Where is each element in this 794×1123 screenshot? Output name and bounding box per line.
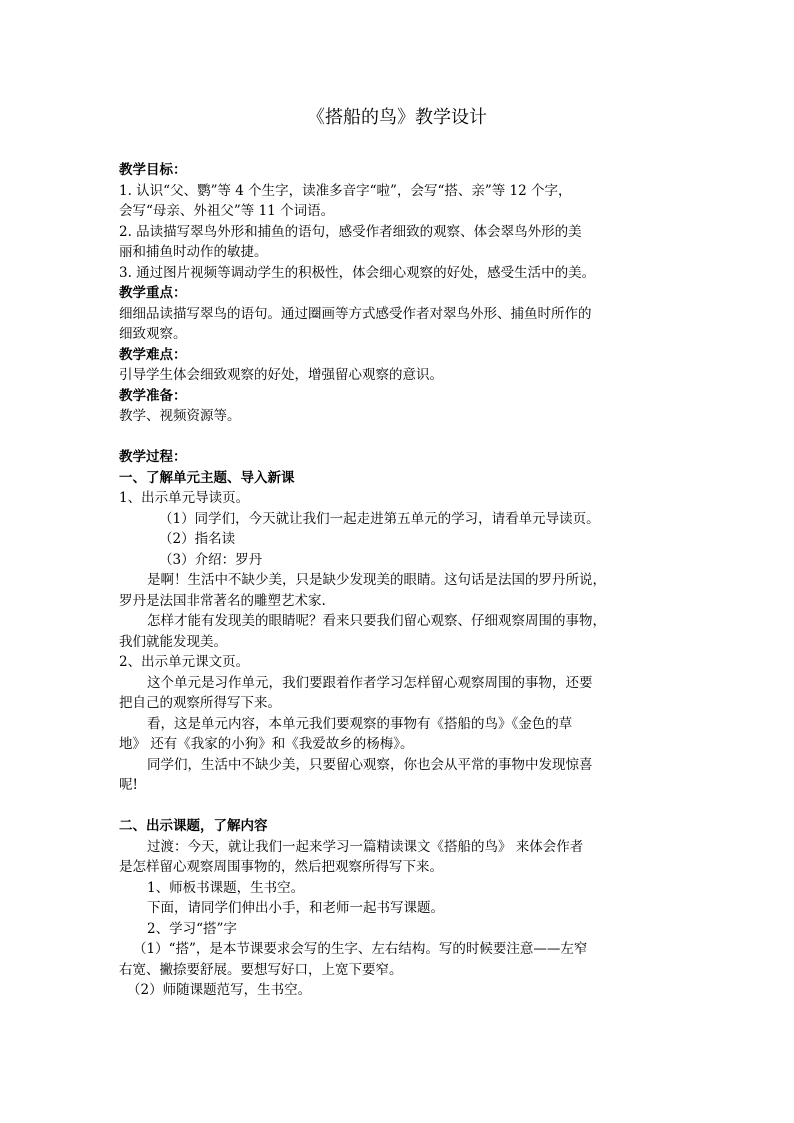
text-line: （1）“搭”，是本节课要求会写的生字、左右结构。写的时候要注意——左窄: [133, 941, 588, 957]
text-line: 同学们，生活中不缺少美，只要留心观察，你也会从平常的事物中发现惊喜: [147, 756, 593, 773]
text-line: 怎样才能有发现美的眼睛呢？看来只要我们留心观察、仔细观察周围的事物，: [147, 613, 606, 629]
text-line: 下面，请同学们伸出小手，和老师一起书写课题。: [147, 900, 444, 916]
section-heading: 教学重点：: [119, 285, 187, 301]
text-line: 教学、视频资源等。: [119, 408, 241, 424]
text-line: 罗丹是法国非常著名的雕塑艺术家.: [119, 592, 326, 609]
text-line: 是怎样留心观察周围事物的，然后把观察所得写下来。: [119, 859, 443, 875]
text-line: 右宽、撇捺要舒展。要想写好口，上宽下要窄。: [119, 961, 403, 978]
section-heading: 教学目标：: [119, 162, 187, 178]
text-line: （2）指名读: [159, 531, 236, 547]
text-line: （1）同学们，今天就让我们一起走进第五单元的学习，请看单元导读页。: [159, 510, 600, 527]
section-heading: 教学过程：: [119, 449, 187, 465]
text-line: 细致观察。: [119, 326, 187, 342]
text-line: 会写“母亲、外祖父”等 11 个词语。: [119, 203, 335, 219]
text-line: 1. 认识“父、鹦”等 4 个生字，读准多音字“啦”，会写“搭、亲”等 12 个字，: [119, 182, 572, 199]
blank-line: [119, 427, 684, 448]
document-body: [119, 160, 684, 1001]
text-line: 2、出示单元课文页。: [119, 654, 250, 670]
text-line: 丽和捕鱼时动作的敏捷。: [119, 244, 268, 260]
text-line: 把自己的观察所得写下来。: [119, 695, 281, 711]
text-line: 我们就能发现美。: [119, 633, 227, 650]
text-line: （2）师随课题范写，生书空。: [127, 982, 312, 998]
document-title: 《搭船的鸟》教学设计: [307, 107, 487, 128]
section-heading: 教学难点：: [119, 346, 187, 363]
text-line: 1、师板书课题，生书空。: [147, 879, 305, 896]
text-line: 1、出示单元导读页。: [119, 490, 250, 506]
text-line: （3）介绍：罗丹: [159, 551, 263, 568]
blank-line: [119, 796, 684, 817]
section-heading: 教学准备：: [119, 387, 187, 404]
section-heading: 一、了解单元主题、导入新课: [119, 469, 295, 486]
text-line: 引导学生体会细致观察的好处，增强留心观察的意识。: [119, 367, 443, 383]
text-line: 细细品读描写翠鸟的语句。通过圈画等方式感受作者对翠鸟外形、捕鱼时所作的: [119, 305, 592, 322]
text-line: 看，这是单元内容，本单元我们要观察的事物有《搭船的鸟》《金色的草: [147, 715, 573, 732]
text-line: 这个单元是习作单元，我们要跟着作者学习怎样留心观察周围的事物，还要: [147, 674, 593, 691]
text-line: 2. 品读描写翠鸟外形和捕鱼的语句，感受作者细致的观察、体会翠鸟外形的美: [119, 223, 582, 240]
section-heading: 二、出示课题，了解内容: [119, 818, 268, 834]
text-line: 地》 还有《我家的小狗》和《我爱故乡的杨梅》。: [119, 736, 414, 752]
text-line: 2、学习“搭”字: [147, 920, 237, 937]
text-line: 过渡：今天，就让我们一起来学习一篇精读课文《搭船的鸟》 来体会作者: [147, 838, 584, 855]
text-line: 3. 通过图片视频等调动学生的积极性，体会细心观察的好处，感受生活中的美。: [119, 264, 596, 281]
text-line: 是啊！生活中不缺少美，只是缺少发现美的眼睛。这句话是法国的罗丹所说，: [147, 572, 606, 588]
text-line: 呢!: [119, 777, 138, 793]
